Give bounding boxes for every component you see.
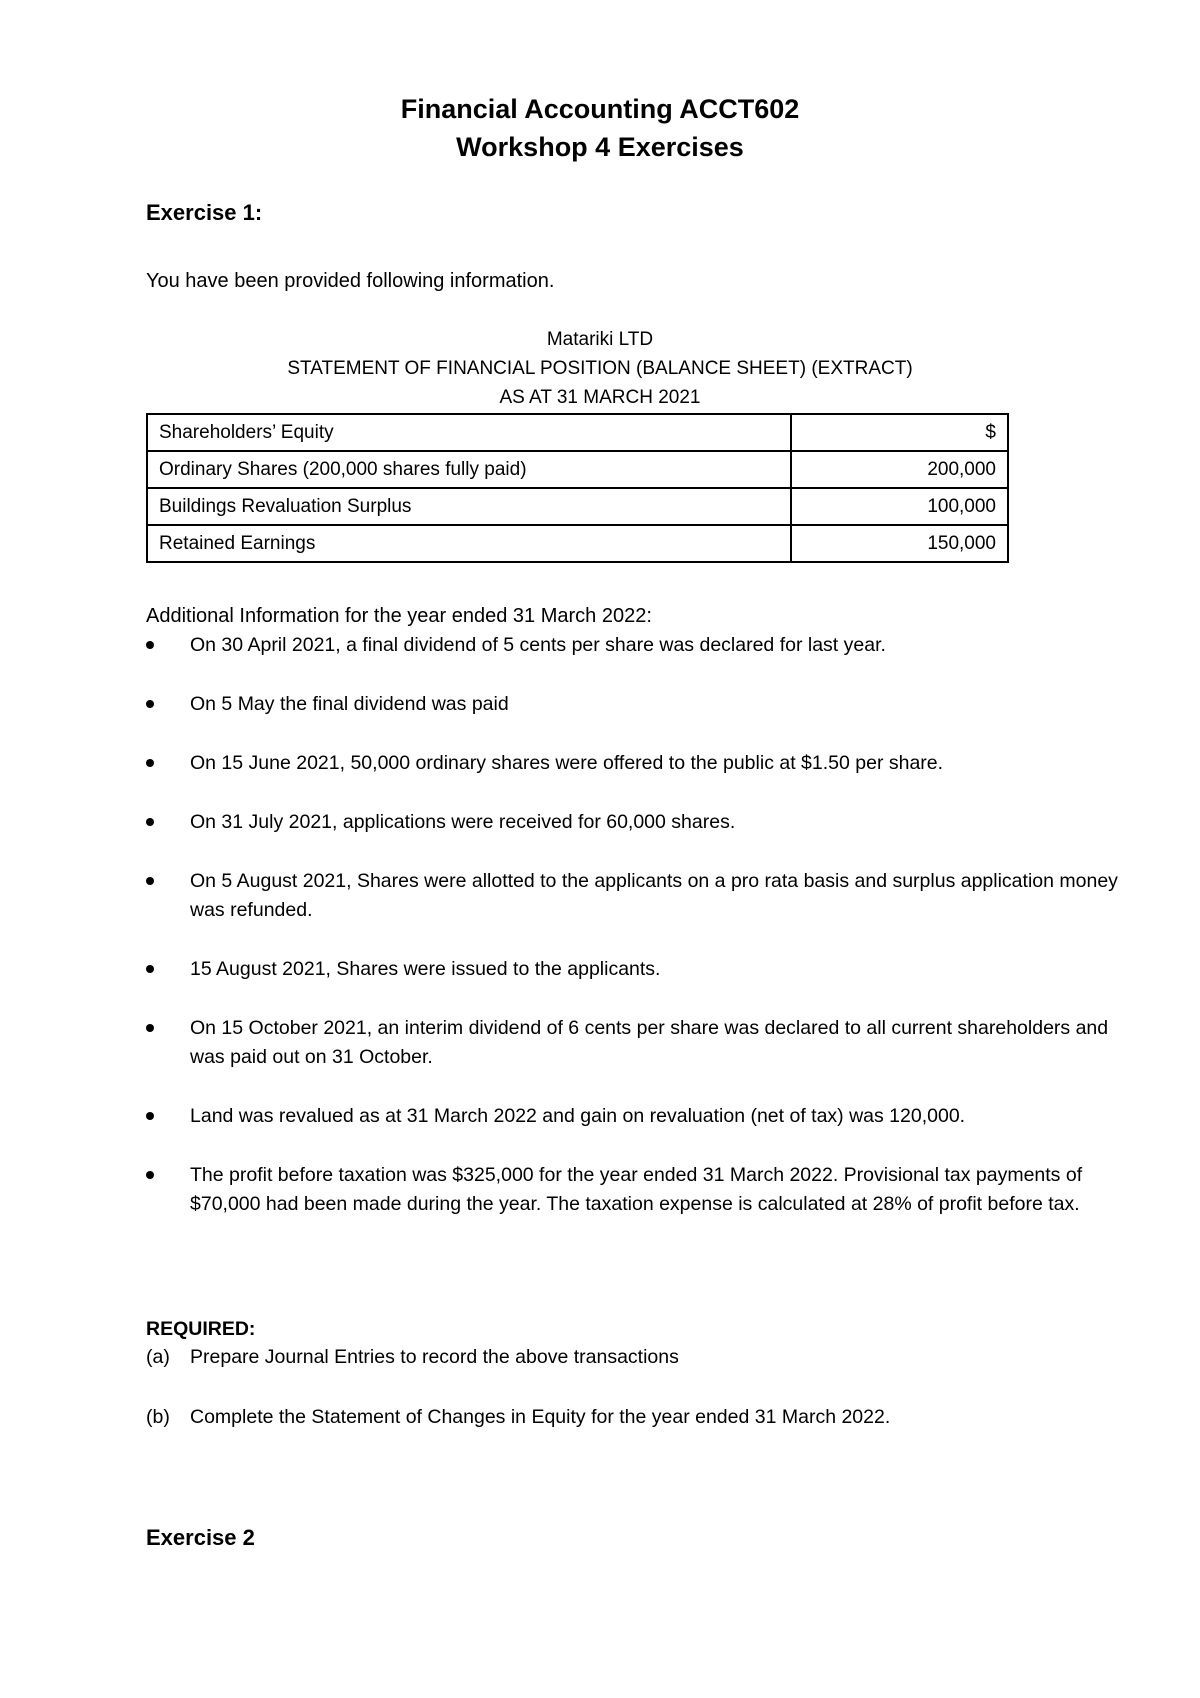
required-item-text: Complete the Statement of Changes in Equity for the year ended 31 March 2022. [190, 1406, 891, 1428]
list-item [146, 631, 1146, 660]
list-item [146, 955, 1146, 984]
required-item-marker: (a) [146, 1346, 170, 1368]
row-value: 100,000 [791, 488, 1008, 525]
required-item-a [146, 1343, 679, 1371]
bullet-icon [146, 818, 154, 826]
required-item-marker: (b) [146, 1406, 170, 1428]
document-title: Financial Accounting ACCT602 [400, 94, 800, 124]
table-row [147, 488, 1008, 525]
list-item [146, 690, 1146, 719]
list-item-text: 15 August 2021, Shares were issued to the applicants. [190, 958, 661, 980]
list-item-text: On 5 August 2021, Shares were allotted to the applicants on a pro rata basis and surplus application money was refunded. [190, 870, 1118, 921]
row-value: 200,000 [791, 451, 1008, 488]
list-item [146, 1102, 1146, 1131]
statement-date: AS AT 31 MARCH 2021 [499, 387, 701, 408]
exercise-1-heading: Exercise 1: [146, 200, 263, 225]
required-item-text: Prepare Journal Entries to record the above transactions [190, 1346, 679, 1368]
additional-info-heading: Additional Information for the year ended 31 March 2022: [146, 605, 652, 627]
table-row [147, 525, 1008, 562]
row-label: Shareholders’ Equity [147, 414, 791, 451]
statement-title: STATEMENT OF FINANCIAL POSITION (BALANCE SHEET) (EXTRACT) [287, 358, 913, 379]
list-item-text: The profit before taxation was $325,000 for the year ended 31 March 2022. Provisional tax payments of $70,000 had been made during the year. The taxation expense is calculated at 28% of profit before tax. [190, 1164, 1083, 1215]
list-item [146, 867, 1146, 925]
list-item-text: On 31 July 2021, applications were received for 60,000 shares. [190, 811, 736, 833]
row-value: 150,000 [791, 525, 1008, 562]
table-row [147, 414, 1008, 451]
list-item [146, 1014, 1146, 1072]
bullet-icon [146, 759, 154, 767]
bullet-icon [146, 1171, 154, 1179]
company-name: Matariki LTD [546, 329, 654, 350]
bullet-icon [146, 965, 154, 973]
list-item-text: On 30 April 2021, a final dividend of 5 cents per share was declared for last year. [190, 634, 886, 656]
required-item-b [146, 1403, 890, 1431]
exercise-1-intro: You have been provided following information. [146, 270, 555, 292]
list-item [146, 749, 1146, 778]
table-row [147, 451, 1008, 488]
row-value: $ [791, 414, 1008, 451]
list-item-text: On 15 October 2021, an interim dividend of 6 cents per share was declared to all current shareholders and was paid out on 31 October. [190, 1017, 1109, 1068]
bullet-icon [146, 1024, 154, 1032]
list-item [146, 1161, 1146, 1219]
bullet-icon [146, 1112, 154, 1120]
bullet-icon [146, 641, 154, 649]
list-item-text: On 5 May the final dividend was paid [190, 693, 509, 715]
list-item [146, 808, 1146, 837]
row-label: Ordinary Shares (200,000 shares fully paid) [147, 451, 791, 488]
exercise-2-heading: Exercise 2 [146, 1525, 255, 1550]
row-label: Buildings Revaluation Surplus [147, 488, 791, 525]
additional-info-list [146, 631, 1146, 1249]
row-label: Retained Earnings [147, 525, 791, 562]
required-heading: REQUIRED: [146, 1318, 256, 1340]
list-item-text: On 15 June 2021, 50,000 ordinary shares were offered to the public at $1.50 per share. [190, 752, 944, 774]
list-item-text: Land was revalued as at 31 March 2022 and gain on revaluation (net of tax) was 120,000. [190, 1105, 966, 1127]
bullet-icon [146, 700, 154, 708]
document-subtitle: Workshop 4 Exercises [456, 132, 744, 162]
balance-sheet-table [146, 413, 1009, 563]
bullet-icon [146, 877, 154, 885]
